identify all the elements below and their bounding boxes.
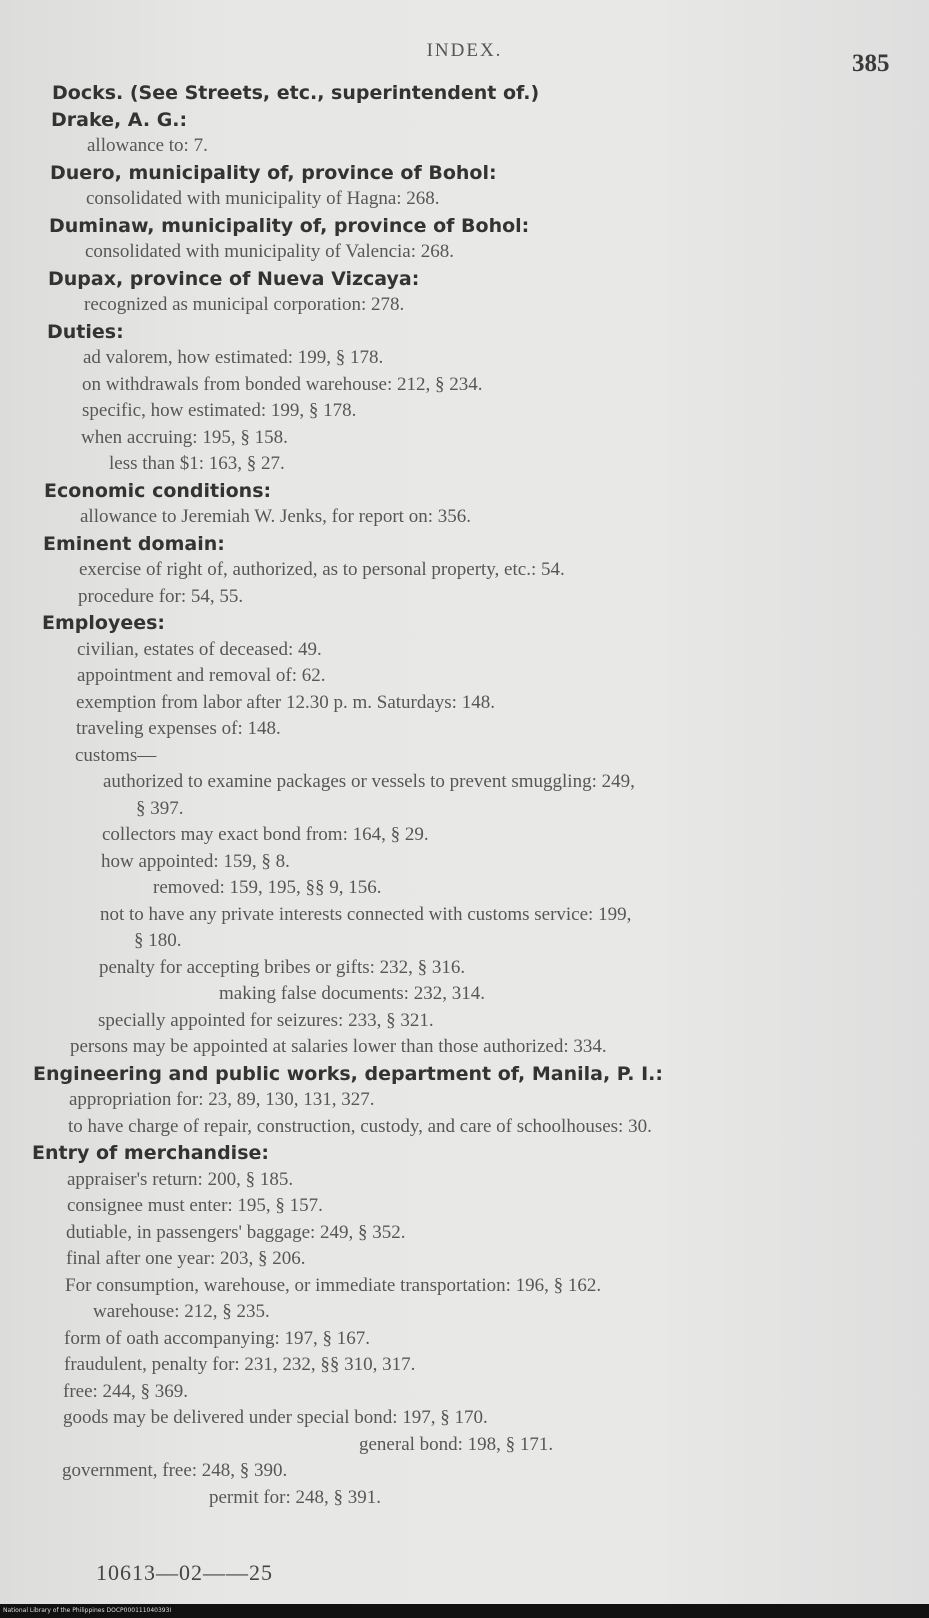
printer-signature: 10613—02——25: [96, 1560, 273, 1585]
index-heading: Duero, municipality of, province of Bohol:: [50, 162, 497, 184]
index-subentry: ad valorem, how estimated: 199, § 178.: [83, 347, 384, 368]
index-subentry: general bond: 198, § 171.: [359, 1434, 554, 1455]
index-subentry: consolidated with municipality of Valencia: 268.: [85, 241, 455, 262]
index-subentry: on withdrawals from bonded warehouse: 212, § 234.: [82, 374, 483, 395]
index-subentry: to have charge of repair, construction, custody, and care of schoolhouses: 30.: [68, 1116, 652, 1137]
index-heading: Engineering and public works, department of, Manila, P. I.:: [33, 1063, 663, 1085]
index-heading: Duties:: [47, 321, 124, 343]
index-heading: Duminaw, municipality of, province of Bohol:: [49, 215, 530, 237]
index-subentry: government, free: 248, § 390.: [62, 1460, 288, 1481]
index-subentry: exemption from labor after 12.30 p. m. Saturdays: 148.: [76, 692, 495, 713]
index-subentry: exercise of right of, authorized, as to personal property, etc.: 54.: [79, 559, 565, 580]
index-subentry: § 397.: [136, 798, 184, 819]
scan-credit: National Library of the Philippines DOCP000111040393I: [3, 1607, 172, 1614]
index-subentry: penalty for accepting bribes or gifts: 232, § 316.: [99, 957, 466, 978]
index-subentry: not to have any private interests connected with customs service: 199,: [100, 904, 632, 925]
index-heading: Dupax, province of Nueva Vizcaya:: [48, 268, 420, 290]
index-subentry: procedure for: 54, 55.: [78, 586, 244, 607]
index-subentry: making false documents: 232, 314.: [219, 983, 485, 1004]
index-subentry: allowance to: 7.: [87, 135, 208, 156]
index-heading: Docks. (See Streets, etc., superintendent of.): [52, 82, 540, 104]
index-heading: Entry of merchandise:: [32, 1142, 269, 1164]
index-subentry: how appointed: 159, § 8.: [101, 851, 290, 872]
index-subentry: civilian, estates of deceased: 49.: [77, 639, 322, 660]
index-subentry: warehouse: 212, § 235.: [93, 1301, 270, 1322]
index-heading: Employees:: [42, 612, 166, 634]
index-subentry: traveling expenses of: 148.: [76, 718, 281, 739]
index-subentry: final after one year: 203, § 206.: [66, 1248, 306, 1269]
index-subentry: goods may be delivered under special bond: 197, § 170.: [63, 1407, 488, 1428]
index-subentry: consolidated with municipality of Hagna: 268.: [86, 188, 440, 209]
page-number: 385: [852, 50, 890, 77]
index-subentry: recognized as municipal corporation: 278.: [84, 294, 405, 315]
index-subentry: free: 244, § 369.: [63, 1381, 189, 1402]
index-subentry: collectors may exact bond from: 164, § 29.: [102, 824, 429, 845]
index-subentry: customs—: [75, 745, 157, 766]
index-subentry: less than $1: 163, § 27.: [109, 453, 285, 474]
index-subentry: appointment and removal of: 62.: [77, 665, 326, 686]
index-subentry: persons may be appointed at salaries lower than those authorized: 334.: [70, 1036, 607, 1057]
index-subentry: removed: 159, 195, §§ 9, 156.: [153, 877, 382, 898]
index-subentry: form of oath accompanying: 197, § 167.: [64, 1328, 371, 1349]
index-subentry: appropriation for: 23, 89, 130, 131, 327.: [69, 1089, 375, 1110]
running-head: INDEX.: [426, 40, 503, 61]
index-subentry: specific, how estimated: 199, § 178.: [82, 400, 357, 421]
index-subentry: when accruing: 195, § 158.: [81, 427, 288, 448]
index-heading: Eminent domain:: [43, 533, 225, 555]
index-subentry: fraudulent, penalty for: 231, 232, §§ 310, 317.: [64, 1354, 416, 1375]
scan-credit-bar: [0, 1604, 929, 1618]
index-subentry: consignee must enter: 195, § 157.: [67, 1195, 323, 1216]
index-subentry: allowance to Jeremiah W. Jenks, for report on: 356.: [80, 506, 471, 527]
index-heading: Economic conditions:: [44, 480, 272, 502]
index-subentry: dutiable, in passengers' baggage: 249, § 352.: [66, 1222, 406, 1243]
index-subentry: § 180.: [134, 930, 182, 951]
index-subentry: authorized to examine packages or vessels to prevent smuggling: 249,: [103, 771, 635, 792]
index-heading: Drake, A. G.:: [51, 109, 188, 131]
index-subentry: specially appointed for seizures: 233, § 321.: [98, 1010, 434, 1031]
index-subentry: permit for: 248, § 391.: [209, 1487, 382, 1508]
index-subentry: appraiser's return: 200, § 185.: [67, 1169, 294, 1190]
index-subentry: For consumption, warehouse, or immediate transportation: 196, § 162.: [65, 1275, 602, 1296]
